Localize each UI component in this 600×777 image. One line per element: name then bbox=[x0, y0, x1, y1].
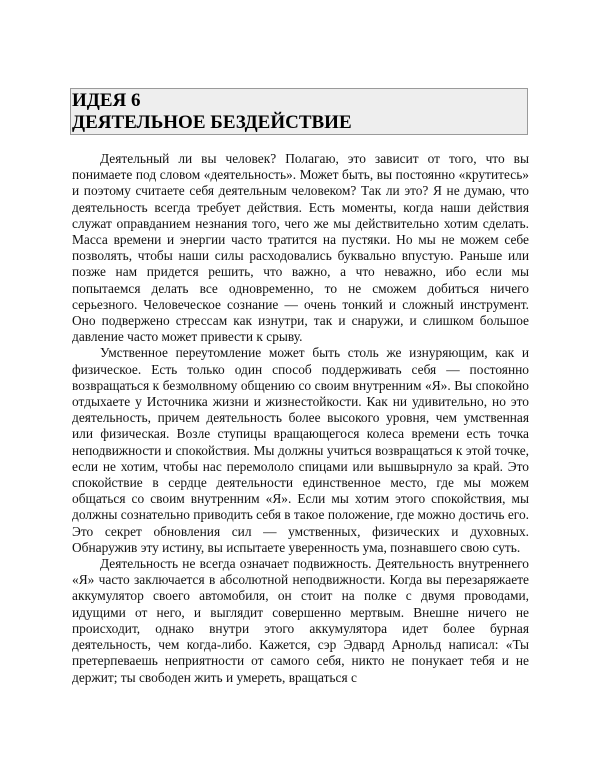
chapter-body bbox=[72, 151, 529, 686]
paragraph: Деятельный ли вы человек? Полагаю, это зависит от того, что вы понимаете под словом «деятельность». Может быть, вы постоянно «крутитесь» и поэтому считаете себя деятельным человеком? Так ли это? Я не думаю, что деятельность всегда требует действия. Есть моменты, когда наши действия служат оправданием незнания того, чего же мы действительно хотим сделать. Масса времени и энергии часто тратится на пустяки. Но мы не можем себе позволять, чтобы наши силы расходовались буквально впустую. Раньше или позже нам придется решить, что важно, а что неважно, ибо если мы попытаемся делать все одновременно, то не сможем добиться ничего серьезного. Человеческое сознание — очень тонкий и сложный инструмент. Оно подвержено стрессам как изнутри, так и снаружи, и слишком большое давление часто может привести к срыву. bbox=[72, 151, 529, 345]
paragraph: Умственное переутомление может быть столь же изнуряющим, как и физическое. Есть только один способ поддерживать себя — постоянно возвращаться к безмолвному общению со своим внутренним «Я». Вы спокойно отдыхаете у Источника жизни и жизнестойкости. Как ни удивительно, но это деятельность, причем деятельность более высокого уровня, чем умственная или физическая. Возле ступицы вращающегося колеса времени есть точка неподвижности и спокойствия. Мы должны учиться возвращаться к этой точке, если не хотим, чтобы нас перемололо спицами или вышвырнуло за край. Это спокойствие в сердце деятельности единственное место, где мы можем общаться со своим внутренним «Я». Если мы хотим этого спокойствия, мы должны сознательно приводить себя в такое положение, где можно достичь его. Это секрет обновления сил — умственных, физических и духовных. Обнаружив эту истину, вы испытаете уверенность ума, познавшего свою суть. bbox=[72, 345, 529, 555]
chapter-heading-box bbox=[70, 88, 528, 135]
chapter-number: ИДЕЯ 6 bbox=[72, 90, 141, 111]
chapter-title: ДЕЯТЕЛЬНОЕ БЕЗДЕЙСТВИЕ bbox=[72, 112, 352, 133]
paragraph: Деятельность не всегда означает подвижность. Деятельность внутреннего «Я» часто заключается в абсолютной неподвижности. Когда вы перезаряжаете аккумулятор своего автомобиля, он стоит на полке с двумя проводами, идущими от него, и выглядит совершенно мертвым. Внешне ничего не происходит, однако внутри этого аккумулятора идет более бурная деятельность, чем когда-либо. Кажется, сэр Эдвард Арнольд написал: «Ты претерпеваешь неприятности от самого себя, никто не понукает тебя и не держит; ты свободен жить и умереть, вращаться с bbox=[72, 556, 529, 685]
